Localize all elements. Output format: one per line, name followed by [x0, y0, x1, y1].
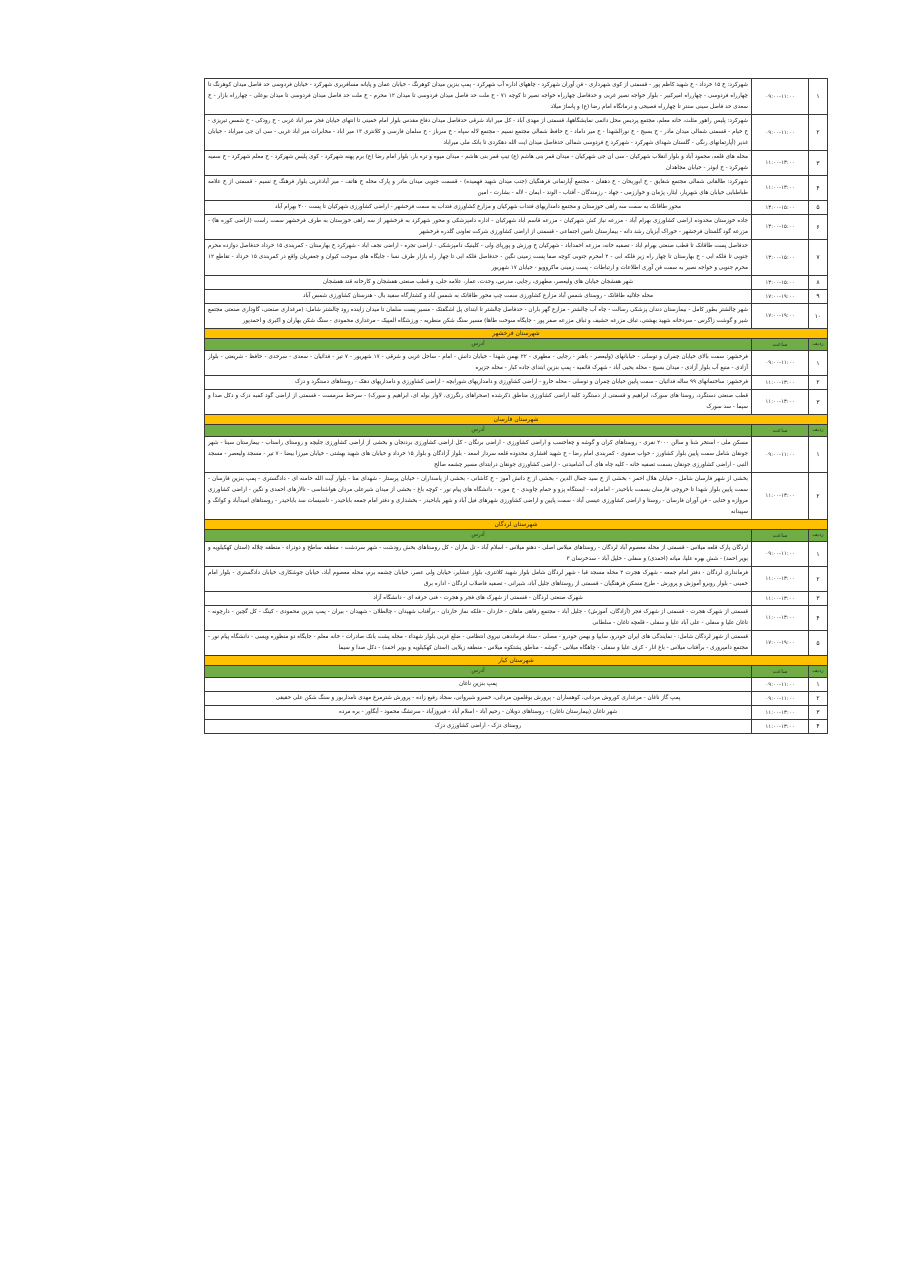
table-row — [205, 276, 828, 290]
row-number: ۸ — [809, 276, 828, 290]
row-number: ۱ — [809, 678, 828, 692]
county-band — [205, 329, 828, 339]
header-row-number: ردیف — [809, 666, 828, 678]
county-title: شهرستان لردگان — [205, 520, 828, 530]
outage-time: ۰۹:۰۰-۱۱:۰۰ — [752, 115, 809, 151]
row-number: ۲ — [809, 473, 828, 520]
outage-address: پمپ بنزین ناغان — [205, 678, 752, 692]
table-row — [205, 240, 828, 276]
outage-address: شهرکرد: پلیس راهور مثلث، خانه معلم، مجتمع پردیس محل دائمی نمایشگاهها، قسمتی از مهدی آباد - کل میر اباد شرقی حدفاصل میدان دفاع مقدس بلوار امام خمینی تا انتهای خیابان فجر میر اباد غربی - خ رودکی - خ شمس تبریزی - خ خیام - قسمتی شمالی میدان مادر - خ بسیج - خ نورالشهدا - خ میر داماد - خ حافظ شمالی مجتمع نسیم - مجتمع لاله سپاه - خ سرباز - خ سلمان فارسی و کلانتری ۱۳ میر اباد - مخابرات میر اباد غربی - سی ان جی میراباد - خیابان غدیر (آپارتمانهای رنگی - گلستان شهدای شهرکرد - شهرکرد خ فردوسی شمالی حدفاصل میدان ایت الله دهکردی تا بانک ملی میراباد — [205, 115, 752, 151]
row-number: ۲ — [809, 692, 828, 706]
outage-time: ۱۱:۰۰-۱۳:۰۰ — [752, 473, 809, 520]
table-row — [205, 720, 828, 734]
outage-address: فرخشهر: ساختمانهای ۹۹ ساله فدائیان - سمت پایین خیابان چمران و توسلی - محله خارو - اراضی کشاورزی و دامداریهای شورابچه - اراضی کشاورزی و دامداریهای دهک - روستاهای دستگرد و دزک — [205, 376, 752, 390]
outage-address: جاده خوزستان محدوده اراضی کشاورزی بهرام آباد - مزرعه نیاز کش شهرکیان - مزرعه قاسم اباد شهرکیان - اداره دامپزشکی و محور شهرکرد به فرخشهر از سه راهی خوزستان به طرف فرخشهر سمت راست (اراضی کوره ها) - مزرعه گود گلستان فرخشهر - خوراک آبزیان رشد دانه - بیمارستان تامین اجتماعی - قسمتی از اراضی کشاورزی شرکت تعاونی گلدره فرخشهر — [205, 215, 752, 240]
outage-time: ۱۱:۰۰-۱۳:۰۰ — [752, 606, 809, 631]
outage-address: محله جلالیه طاقانک - روستای شمس آباد مزارع کشاورزی سمت چپ محور طاقانک به شمس آباد و کشتارگاه سفید بال - هنرستان کشاورزی شمس آباد — [205, 290, 752, 304]
row-number: ۲ — [809, 567, 828, 592]
column-header-row — [205, 530, 828, 542]
outage-time: ۰۹:۰۰-۱۱:۰۰ — [752, 351, 809, 376]
outage-address: روستای دزک - اراضی کشاورزی دزک — [205, 720, 752, 734]
row-number: ۳ — [809, 151, 828, 176]
outage-time: ۱۳:۰۰-۱۵:۰۰ — [752, 240, 809, 276]
header-address: آدرس — [205, 530, 752, 542]
column-header-row — [205, 339, 828, 351]
row-number: ۲ — [809, 376, 828, 390]
outage-time: ۰۹:۰۰-۱۱:۰۰ — [752, 692, 809, 706]
header-time: ساعت — [752, 530, 809, 542]
column-header-row — [205, 425, 828, 437]
table-row — [205, 215, 828, 240]
row-number: ۴ — [809, 606, 828, 631]
county-title: شهرستان کیار — [205, 656, 828, 666]
column-header-row — [205, 666, 828, 678]
table-row — [205, 606, 828, 631]
outage-address: شهرکرد: خ ۱۵ خرداد - خ شهید کاظم پور - قسمتی از کوی شهرداری - فن آوران شهرکرد - چاههای اداره آب شهرکرد - پمپ بنزین میدان کوهرنگ - خیابان عمان و پایانه مسافربری شهرکرد - خیابان فردوسی حد فاصل میدان کوهرنگ تا چهارراه فردوسی - چهارراه امیرکبیر - بلوار خواجه نصیر غربی و حدفاصل چهارراه خواجه نصیر تا کوچه ۷۱ - خ ملت حد فاصل میدان فردوسی تا میدان ۱۲ محرم - خ ملت حد فاصل میدان فردوسی تا میدان بوعلی - چهارراه بازار - خ سعدی حد فاصل سینی سنتر تا چهارراه فصیحی و درمانگاه امام رضا (ع) و پاساژ میلاد — [205, 79, 752, 115]
outage-time: ۰۹:۰۰-۱۱:۰۰ — [752, 437, 809, 473]
outage-address: شهر هفشجان خیابان های ولیعصر، مطهری، رجایی، مدرس، وحدت، عمار، علامه حلی، و قطب صنعتی هفشجان و کارخانه قند هفشجان — [205, 276, 752, 290]
header-address: آدرس — [205, 666, 752, 678]
table-row — [205, 631, 828, 656]
outage-time: ۱۱:۰۰-۱۳:۰۰ — [752, 151, 809, 176]
table-row — [205, 592, 828, 606]
header-time: ساعت — [752, 425, 809, 437]
row-number: ۶ — [809, 215, 828, 240]
row-number: ۱ — [809, 351, 828, 376]
row-number: ۳ — [809, 390, 828, 415]
outage-address: شهرک صنعتی لردگان - قسمتی از شهرک های فجر و هجرت - فنی حرفه ای - دانشگاه آزاد — [205, 592, 752, 606]
outage-address: فرخشهر: سمت بالای خیابان چمران و توسلی - خیابانهای (ولیعصر - باهنر - رجایی - مطهری - ۲۲ بهمن شهدا - خیابان دانش - امام - ساحل غربی و شرقی - ۱۷ شهریور - ۷ تیر - فدائیان - سعدی - سرحدی - حافظ - شریعتی - بلوار آزادی - منبع آب بلوار آزادی - میدان بسیج - محله یحیی آباد - شهرک قائمیه - پمپ بنزین ابتدای جاده کبار - محله جزیره — [205, 351, 752, 376]
row-number: ۵ — [809, 201, 828, 215]
row-number: ۷ — [809, 240, 828, 276]
table-row — [205, 79, 828, 115]
outage-address: لردگان پارک قلعه میلاس - قسمتی از محله معصوم آباد لردگان - روستاهای میلاس اصلی - دهنو میلاس - اسلام آباد - تل ماران - کل روستاهای بخش رودشت - شهر سردشت - منطقه ساطح و دودراء - منطقه چلاله (استان کهکیلویه و بویر احمد) - شش بهره علیا، میانه (احمدی) و سفلی - خلیل آباد - سدخرسان ۳ — [205, 542, 752, 567]
outage-time: ۰۹:۰۰-۱۱:۰۰ — [752, 678, 809, 692]
outage-time: ۱۱:۰۰-۱۳:۰۰ — [752, 176, 809, 201]
row-number: ۳ — [809, 592, 828, 606]
county-title: شهرستان فارسان — [205, 415, 828, 425]
row-number: ۹ — [809, 290, 828, 304]
outage-address: بخشی از شهر فارسان شامل - خیابان هلال احمر - بخشی از خ سید جمال الدین - بخشی از خ دانش آموز - خ کاشانی - بخشی از پاسداران - خیابان پرستار - شهدای منا - بلوار آیت الله خامنه ای - دادگستری - پمپ بنزین فارسان - سمت پایین بلوار شهدا تا خروجی فارسان بسمت باباحیدر - امامزاده - ایستگاه پزو و حمام چاوبدی - خ موزه - دانشگاه های پیام نور - کوچه باغ - بخشی از میدان شیرعلی مردان هواشناسی - تالارهای احمدی و نگین - اراضی کشاورزی مروازه و ختایی - فن آوران فارسان - روستا و اراضی کشاورزی عیسی آباد - سمت پایین و اراضی کشاورزی شهرهای فیل آباد و شهر باباحیدر - بخشداری و دفتر امام جمعه باباحیدر - تاسیسات سد باباحیدر - روستاهای امیدآباد و کوانگ و سپیدانه — [205, 473, 752, 520]
row-number: ۱ — [809, 542, 828, 567]
outage-address: محله های قلعه، محمود آباد و بلوار انقلاب شهرکیان - سی ان جی شهرکیان - میدان قمر بنی هاشم (ع) تیپ قمر بنی هاشم - میدان میوه و تره بار، بلوار امام رضا (ع) برم پهنه شهرکرد - کوی پلیس شهرکرد - خ معلم شهرکرد - خ سمیه شهرکرد - خ ابوذر - خیابان مجاهدان — [205, 151, 752, 176]
outage-address: پمپ گاز ناغان - مرغداری کوروش مردانی، کوهساران - پرورش بوقلمون مردانی، خسرو شیروانی، سجاد رفیع زاده - پرورش شترمرغ مهدی نامداربور و سنگ شکن علی حقیقی — [205, 692, 752, 706]
header-address: آدرس — [205, 425, 752, 437]
outage-time: ۱۷:۰۰-۱۹:۰۰ — [752, 631, 809, 656]
outage-address: شهر ناغان (بیمارستان ناغان) - روستاهای دوبلان - رحیم آباد - اسلام آباد - فیروزآباد - سرتشگ محمود - آبگاور - بره مرده — [205, 706, 752, 720]
table-row — [205, 567, 828, 592]
table-row — [205, 376, 828, 390]
row-number: ۱۰ — [809, 304, 828, 329]
table-row — [205, 542, 828, 567]
table-row — [205, 290, 828, 304]
outage-time: ۱۱:۰۰-۱۳:۰۰ — [752, 720, 809, 734]
row-number: ۳ — [809, 706, 828, 720]
table-row — [205, 115, 828, 151]
outage-schedule-document — [204, 78, 828, 734]
outage-address: فرمانداری لردگان - دفتر امام جمعه - شهرک هجرت ۲ محله مسجد قبا - شهر لردگان شامل بلوار شهید کلانتری، بلوار عشایر، خیابان ولی عصر، خیابان چشمه برم، محله معصوم آباد، خیابان جوشکاری، خیابان دادگستری - بلوار امام خمینی - بلوار روبرو آموزش و پرورش - طرح مسکن فرهنگیان - قسمتی از روستاهای جلیل آباد، شیرانی - تصفیه فاضلاب لردگان - اداره برق — [205, 567, 752, 592]
table-row — [205, 304, 828, 329]
table-row — [205, 151, 828, 176]
row-number: ۴ — [809, 720, 828, 734]
outage-address: شهر چالشتر بطور کامل - بیمارستان دندان پزشکی رسالت - چاه آب چالشتر - مزارع گهر باران - حدفاصل چالشتر تا ابتدای پل اشگفتک - مسیر پست سلمان تا میدان زاینده رود چالشتر شامل: (مرغداری صنعتی، گاوداری صنعتی مجتمع شیر و گوشت زاگرس - سردخانه شهید بهشتی، تباف مزرعه حشیف و تباف مزرعه صفر پور - جایگاه سوخت طاها) مسیر سنگ شکن منظریه - ورزشگاه المپیک - مرغداری محمودی - سنگ شکن بهاران و اکبری و احمدپور — [205, 304, 752, 329]
table-row — [205, 176, 828, 201]
table-row — [205, 473, 828, 520]
table-row — [205, 390, 828, 415]
row-number: ۴ — [809, 176, 828, 201]
row-number: ۵ — [809, 631, 828, 656]
outage-address: محور طاقانک به سمت سه راهی خوزستان و مجتمع دامداریهای فتداب شهرکیان و مزارع کشاورزی فتداب به سمت فرخشهر - اراضی کشاورزی شهرکیان تا پست ۴۰۰ بهرام آباد — [205, 201, 752, 215]
header-row-number: ردیف — [809, 425, 828, 437]
outage-address: قسمتی از شهرک هجرت - قسمتی از شهرک فجر (آزادگان، آموزش) - جلیل آباد - مجتمع رفاهی ماهان - خاردان - فلکه نماز خاردان - برآفتاب شهیدان - چالطلان - شهیدان - بیران - پمپ بنزین محمودی - کینگ - کل گچین - دارچونه - تاغان علیا و سفلی - علی آباد علیا و سفلی - قلعچه تاغان - سلطانی — [205, 606, 752, 631]
county-band — [205, 415, 828, 425]
county-band — [205, 520, 828, 530]
table-row — [205, 201, 828, 215]
header-row-number: ردیف — [809, 530, 828, 542]
outage-time: ۱۷:۰۰-۱۹:۰۰ — [752, 290, 809, 304]
outage-time: ۱۱:۰۰-۱۳:۰۰ — [752, 567, 809, 592]
county-band — [205, 656, 828, 666]
outage-address: قطب صنعتی دستگرد، روستا های سورک، ابراهیم و قسمتی از دستگرد کلیه اراضی کشاورزی مناطق ذکرشده (صحراهای رنگرزی، لاوار بوله ای، ابراهیم و سورک) - سرخط سرمست - قسمتی از اراضی گود کمبه دزک و دکل صدا و سیما - سد سورک — [205, 390, 752, 415]
outage-address: مسکن ملی - استخر شنا و سالن ۲۰۰۰ نفری - روستاهای کران و گوشه و چغاخسب و اراضی کشاورزی - اراضی برنگان - کل اراضی کشاورزی بردنجان و بخشی از اراضی کشاورزی جلیچه و روستای راستاب - بیمارستان سینا - شهر جونقان شامل سمت پایین بلوار کشاورز - خواب صفوی - کمربندی امام رضا - خ شهید افشاری محدوده قلعه سردار اسعد - بلوار آزادگان و بلوار ۱۵ خرداد و خیابان های شهید بهشتی - خیابان میرزا بیضا - ۷ تیر - مسجد ولیعصر - مسجد النبی - اراضی کشاورزی جونقان بسمت تصفیه خانه - کلیه چاه های آب آشامیدنی - اراضی کشاورزی جونقان درابتدای مسیر چشمه صالح — [205, 437, 752, 473]
schedule-table — [204, 78, 828, 734]
outage-time: ۰۹:۰۰-۱۱:۰۰ — [752, 79, 809, 115]
header-row-number: ردیف — [809, 339, 828, 351]
header-time: ساعت — [752, 339, 809, 351]
outage-time: ۱۱:۰۰-۱۳:۰۰ — [752, 592, 809, 606]
outage-address: حدفاصل پست طاقانک تا قطب صنعتی بهرام اباد - تصفیه خانه، مزرعه احمداباد - شهرکیان خ ورزش و پورپای ولی - کلینیک دامپزشکی - اراضی تجره - اراضی نجف اباد - شهرکرد خ بهارستان - کمربندی ۱۵ خرداد حدفاصل دوازده محرم جنوبی تا فلکه ابی - خ بهارستان تا چهار راه زیر فلکه ابی - ۲ امحرم جنوبی کوچه صفا پست زمینی نگین - حدفاصل فلکه ابی تا چهار راه بازار طرف نسا - جایگاه های سوخت کیوان و جعفریان واقع در کمربندی ۱۵ خرداد - تقاطع ۱۲ محرم جنوبی و خواجه نصیر به سمت فن آوری اطلاعات و ارتباطات - پست زمینی ماکروویو - خیابان ۱۷ شهریور — [205, 240, 752, 276]
table-row — [205, 692, 828, 706]
outage-time: ۱۱:۰۰-۱۳:۰۰ — [752, 376, 809, 390]
header-time: ساعت — [752, 666, 809, 678]
outage-time: ۱۳:۰۰-۱۵:۰۰ — [752, 201, 809, 215]
row-number: ۱ — [809, 437, 828, 473]
header-address: آدرس — [205, 339, 752, 351]
outage-time: ۱۳:۰۰-۱۵:۰۰ — [752, 215, 809, 240]
outage-address: قسمتی از شهر لردگان شامل: - نمایندگی های ایران خودرو، سایپا و بهمن خودرو - مصلی - ستاد فرماندهی نیروی انتظامی - ضلع غربی بلوار شهداء - محله پشت بانک صادرات - خانه معلم - جایگاه دو منظوره ویسی - دانشگاه پیام نور - مجتمع دامپروری - برآفتاب میلاس - باغ انار - کرف علیا و سفلی - چاهگاه میلاس - گوشه - مناطق پشتکوه میلاس - منطقه زیلایی (استان کهکیلویه و بویر احمد) - دکل صدا و سیما — [205, 631, 752, 656]
county-title: شهرستان فرخشهر — [205, 329, 828, 339]
outage-time: ۰۹:۰۰-۱۱:۰۰ — [752, 542, 809, 567]
table-row — [205, 351, 828, 376]
row-number: ۱ — [809, 79, 828, 115]
outage-time: ۱۱:۰۰-۱۳:۰۰ — [752, 706, 809, 720]
outage-time: ۱۷:۰۰-۱۹:۰۰ — [752, 304, 809, 329]
table-row — [205, 678, 828, 692]
row-number: ۲ — [809, 115, 828, 151]
outage-time: ۱۱:۰۰-۱۳:۰۰ — [752, 390, 809, 415]
outage-address: شهرکرد: طالقانی شمالی مجتمع شقایق - خ ابوریحان - خ دهقان - مجتمع آپارتمانی فرهنگیان (جنب میدان شهید فهمیده) - قسمت جنوبی میدان مادر و پارک محله خ هاتف - میر آبادغربی بلوار فرهنگ خ نسیم - قسمتی از خ علامه طباطبایی خیابان های شهریار، ایثار، پژمان و خوارزمی - جهاد - رزمندگان - آفتاب - الوند - ایمان - لاله - بشارت - امین — [205, 176, 752, 201]
outage-time: ۱۳:۰۰-۱۵:۰۰ — [752, 276, 809, 290]
table-row — [205, 706, 828, 720]
table-row — [205, 437, 828, 473]
